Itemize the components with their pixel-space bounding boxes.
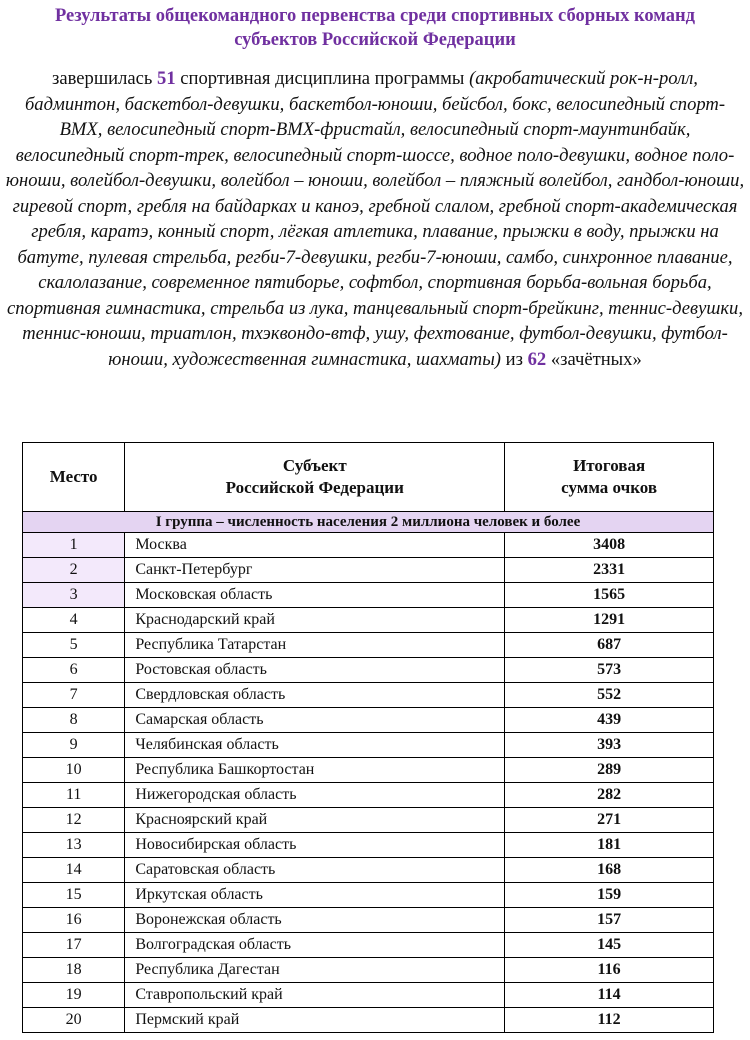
row-points: 1565 <box>505 583 714 608</box>
header-subject-line-1: Субъект <box>282 456 347 475</box>
row-place: 14 <box>23 858 125 883</box>
row-points: 181 <box>505 833 714 858</box>
row-points: 168 <box>505 858 714 883</box>
table-header-row <box>23 443 714 512</box>
row-subject: Челябинская область <box>125 733 505 758</box>
row-points: 3408 <box>505 533 714 558</box>
row-subject: Новосибирская область <box>125 833 505 858</box>
intro-suffix: «зачётных» <box>546 348 642 370</box>
row-place: 9 <box>23 733 125 758</box>
intro-from: из <box>501 348 528 370</box>
row-place: 18 <box>23 958 125 983</box>
row-place: 10 <box>23 758 125 783</box>
row-subject: Республика Башкортостан <box>125 758 505 783</box>
row-subject: Красноярский край <box>125 808 505 833</box>
row-points: 271 <box>505 808 714 833</box>
row-points: 573 <box>505 658 714 683</box>
table-row <box>23 733 714 758</box>
intro-prefix: завершилась <box>52 68 158 89</box>
header-points-line-1: Итоговая <box>573 456 646 475</box>
row-subject: Краснодарский край <box>125 608 505 633</box>
table-row <box>23 858 714 883</box>
row-subject: Московская область <box>125 583 505 608</box>
header-subject-line-2: Российской Федерации <box>225 478 404 497</box>
table-row <box>23 808 714 833</box>
table-body <box>23 512 714 1033</box>
row-place: 4 <box>23 608 125 633</box>
title-line-2: субъектов Российской Федерации <box>234 30 516 50</box>
table-row <box>23 883 714 908</box>
table-row <box>23 908 714 933</box>
row-points: 145 <box>505 933 714 958</box>
row-subject: Иркутская область <box>125 883 505 908</box>
row-place: 17 <box>23 933 125 958</box>
row-points: 114 <box>505 983 714 1008</box>
row-subject: Республика Татарстан <box>125 633 505 658</box>
header-points-line-2: сумма очков <box>561 478 658 497</box>
table-row <box>23 683 714 708</box>
results-table <box>22 442 714 1033</box>
table-row <box>23 983 714 1008</box>
row-place: 5 <box>23 633 125 658</box>
completed-count: 51 <box>157 68 176 89</box>
table-row <box>23 933 714 958</box>
row-place: 7 <box>23 683 125 708</box>
disciplines-list: (акробатический рок-н-ролл, бадминтон, баскетбол-девушки, баскетбол-юноши, бейсбол, бокс, велосипедный спорт-BMX, велосипедный спорт-BMX-фристайл, велосипедный спорт-маунтинбайк, велосипедный спорт-трек, велосипедный спорт-шоссе, водное поло-девушки, водное поло-юноши, волейбол-девушки, волейбол – юноши, волейбол – пляжный волейбол, гандбол-юноши, гиревой спорт, гребля на байдарках и каноэ, гребной слалом, гребной спорт-академическая гребля, каратэ, конный спорт, лёгкая атлетика, плавание, прыжки в воду, прыжки на батуте, пулевая стрельба, регби-7-девушки, регби-7-юноши, самбо, синхронное плавание, скалолазание, современное пятиборье, софтбол, спортивная борьба-вольная борьба, спортивная гимнастика, стрельба из лука, танцевальный спорт-брейкинг, теннис-девушки, теннис-юноши, триатлон, тхэквондо-втф, ушу, фехтование, футбол-девушки, футбол-юноши, художественная гимнастика, шахматы) <box>5 68 745 370</box>
table-row <box>23 658 714 683</box>
table-row <box>23 708 714 733</box>
header-place: Место <box>23 443 125 512</box>
row-place: 2 <box>23 558 125 583</box>
total-count: 62 <box>527 348 547 370</box>
row-points: 2331 <box>505 558 714 583</box>
row-place: 19 <box>23 983 125 1008</box>
group-header-row <box>23 512 714 533</box>
table-row <box>23 583 714 608</box>
row-place: 15 <box>23 883 125 908</box>
table-row <box>23 1008 714 1033</box>
row-subject: Москва <box>125 533 505 558</box>
row-place: 13 <box>23 833 125 858</box>
row-points: 282 <box>505 783 714 808</box>
header-subject <box>125 443 505 512</box>
row-place: 3 <box>23 583 125 608</box>
row-subject: Ростовская область <box>125 658 505 683</box>
table-row <box>23 533 714 558</box>
row-points: 687 <box>505 633 714 658</box>
row-points: 393 <box>505 733 714 758</box>
group-label: I группа – численность населения 2 миллиона человек и более <box>23 512 714 533</box>
row-points: 1291 <box>505 608 714 633</box>
page-title <box>0 4 750 52</box>
row-subject: Саратовская область <box>125 858 505 883</box>
table-row <box>23 633 714 658</box>
row-subject: Санкт-Петербург <box>125 558 505 583</box>
row-place: 8 <box>23 708 125 733</box>
row-points: 552 <box>505 683 714 708</box>
row-points: 157 <box>505 908 714 933</box>
table-row <box>23 958 714 983</box>
row-subject: Самарская область <box>125 708 505 733</box>
row-place: 1 <box>23 533 125 558</box>
row-points: 439 <box>505 708 714 733</box>
table-row <box>23 558 714 583</box>
table-row <box>23 608 714 633</box>
table-row <box>23 783 714 808</box>
row-subject: Нижегородская область <box>125 783 505 808</box>
intro-middle: спортивная дисциплина программы <box>175 68 470 89</box>
row-place: 6 <box>23 658 125 683</box>
title-line-1: Результаты общекомандного первенства среди спортивных сборных команд <box>54 6 696 26</box>
header-points <box>505 443 714 512</box>
row-place: 20 <box>23 1008 125 1033</box>
row-subject: Республика Дагестан <box>125 958 505 983</box>
row-subject: Ставропольский край <box>125 983 505 1008</box>
row-points: 289 <box>505 758 714 783</box>
table-row <box>23 833 714 858</box>
row-subject: Воронежская область <box>125 908 505 933</box>
row-points: 112 <box>505 1008 714 1033</box>
row-subject: Свердловская область <box>125 683 505 708</box>
row-place: 12 <box>23 808 125 833</box>
row-subject: Пермский край <box>125 1008 505 1033</box>
intro-paragraph <box>4 66 746 372</box>
row-subject: Волгоградская область <box>125 933 505 958</box>
table-row <box>23 758 714 783</box>
row-points: 116 <box>505 958 714 983</box>
row-place: 16 <box>23 908 125 933</box>
row-place: 11 <box>23 783 125 808</box>
row-points: 159 <box>505 883 714 908</box>
